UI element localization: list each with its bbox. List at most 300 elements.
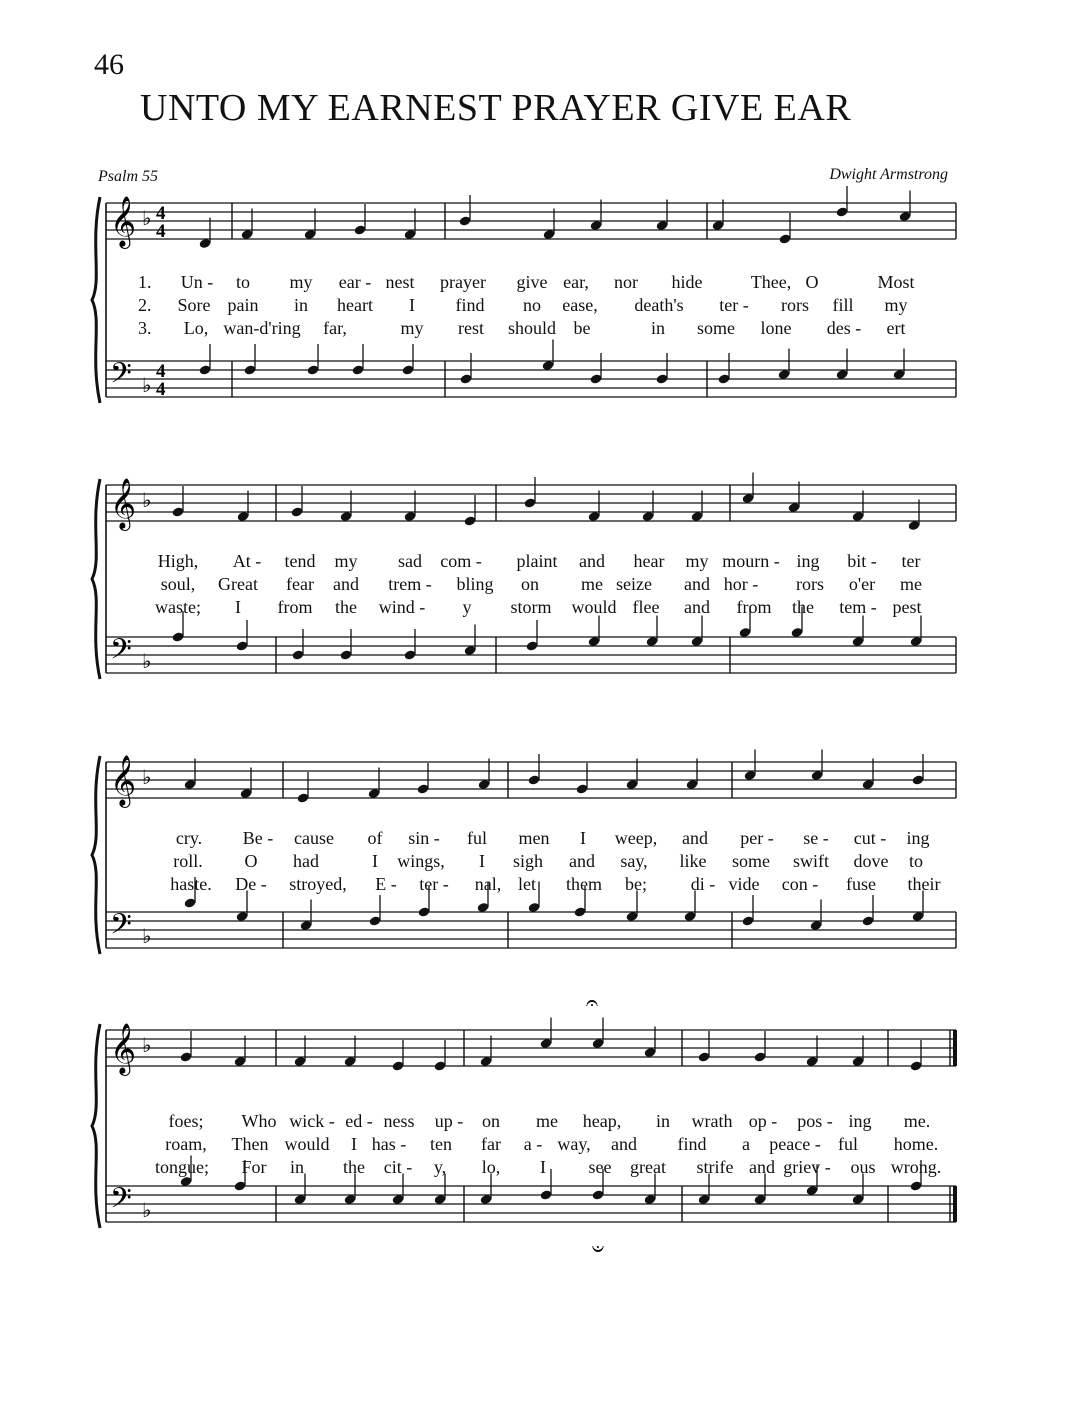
lyric-syllable: pain: [227, 295, 259, 315]
treble-note: [344, 1036, 357, 1068]
treble-note: [754, 1031, 767, 1063]
lyric-syllable: on: [521, 574, 539, 594]
lyric-syllable: ten: [430, 1134, 452, 1154]
bass-note: [300, 900, 313, 932]
lyric-syllable: my: [334, 551, 358, 571]
treble-note: [590, 200, 603, 232]
lyric-syllable: of: [367, 828, 383, 848]
lyric-syllable: ease,: [562, 295, 598, 315]
lyric-syllable: wrath: [691, 1111, 733, 1131]
bass-staff: [106, 912, 956, 948]
fermata-icon: 𝄐: [585, 990, 599, 1015]
treble-note: [744, 750, 757, 782]
lyric-syllable: to: [908, 851, 924, 871]
treble-note: [417, 763, 430, 795]
bass-note: [893, 349, 906, 381]
lyric-syllable: wick -: [289, 1111, 335, 1131]
score-system-3: [0, 732, 1088, 988]
treble-note: [459, 195, 472, 227]
lyric-syllable: the: [343, 1157, 365, 1177]
bass-note: [460, 353, 473, 385]
lyric-syllable: peace -: [769, 1134, 821, 1154]
lyric-syllable: home.: [893, 1134, 939, 1154]
lyric-syllable: waste;: [155, 597, 201, 617]
lyric-syllable: up -: [434, 1111, 464, 1131]
lyric-syllable: y: [462, 597, 472, 617]
bass-note: [292, 629, 305, 661]
lyric-syllable: fill: [832, 295, 854, 315]
lyric-syllable: lone: [760, 318, 792, 338]
lyric-syllable: strife: [696, 1157, 734, 1177]
lyric-syllable: ing: [796, 551, 820, 571]
treble-note: [304, 209, 317, 241]
lyric-syllable: a -: [523, 1134, 543, 1154]
lyric-syllable: far,: [323, 318, 347, 338]
lyric-syllable: Un -: [180, 272, 214, 292]
lyric-syllable: ing: [848, 1111, 872, 1131]
treble-note: [543, 209, 556, 241]
treble-note: [588, 491, 601, 523]
lyric-syllable: Who: [241, 1111, 277, 1131]
lyric-syllable: At -: [232, 551, 262, 571]
lyric-syllable: should: [507, 318, 557, 338]
lyric-syllable: far: [481, 1134, 501, 1154]
lyric-syllable: say,: [620, 851, 648, 871]
treble-note: [912, 754, 925, 786]
text-source-credit: Psalm 55: [98, 168, 158, 185]
treble-note: [528, 754, 541, 786]
lyric-syllable: and: [333, 574, 359, 594]
treble-note: [404, 491, 417, 523]
lyric-syllable: to: [235, 272, 251, 292]
lyric-syllable: the: [335, 597, 357, 617]
lyric-syllable: bit -: [847, 551, 877, 571]
lyric-syllable: foes;: [168, 1111, 204, 1131]
time-signature-digit: 4: [156, 379, 166, 400]
lyric-syllable: sin -: [408, 828, 440, 848]
lyric-syllable: des -: [826, 318, 862, 338]
bass-note: [369, 895, 382, 927]
lyric-syllable: rors: [796, 574, 824, 594]
treble-note: [392, 1040, 405, 1072]
lyric-syllable: com -: [440, 551, 482, 571]
score-system-1: [0, 173, 1088, 437]
lyric-syllable: be;: [625, 874, 647, 894]
bass-note: [588, 616, 601, 648]
lyric-syllable: wings,: [397, 851, 445, 871]
lyric-syllable: from: [736, 597, 772, 617]
lyric-syllable: vide: [728, 874, 760, 894]
bass-note: [340, 629, 353, 661]
lyric-syllable: in: [293, 295, 309, 315]
fermata-icon: 𝄑: [591, 1236, 605, 1261]
lyric-syllable: them: [566, 874, 602, 894]
lyric-syllable: De -: [235, 874, 267, 894]
treble-note: [434, 1040, 447, 1072]
lyric-syllable: o'er: [848, 574, 876, 594]
lyric-syllable: haste.: [170, 874, 212, 894]
system-brace: [92, 197, 100, 403]
lyric-syllable: ter: [901, 551, 921, 571]
lyric-syllable: wrong.: [890, 1157, 942, 1177]
hymn-title: UNTO MY EARNEST PRAYER GIVE EAR: [140, 87, 852, 129]
bass-note: [646, 616, 659, 648]
flat-icon: ♭: [142, 651, 152, 673]
lyric-syllable: my: [685, 551, 709, 571]
lyric-syllable: and: [684, 597, 710, 617]
verse-number: 1.: [138, 272, 152, 292]
lyric-syllable: rest: [458, 318, 484, 338]
lyric-syllable: find: [677, 1134, 707, 1154]
system-brace: [92, 1024, 100, 1228]
lyric-syllable: ful: [838, 1134, 858, 1154]
lyric-syllable: I: [540, 1157, 546, 1177]
lyric-syllable: ear -: [338, 272, 372, 292]
flat-icon: ♭: [142, 1035, 152, 1057]
lyric-syllable: ness: [383, 1111, 415, 1131]
lyric-syllable: E -: [375, 874, 397, 894]
lyric-syllable: Great: [218, 574, 258, 594]
lyric-syllable: and: [749, 1157, 775, 1177]
bass-note: [644, 1174, 657, 1206]
bass-staff: [106, 1186, 956, 1222]
lyric-syllable: di -: [690, 874, 716, 894]
treble-note: [862, 759, 875, 791]
treble-note: [691, 491, 704, 523]
lyric-syllable: heart: [337, 295, 373, 315]
lyric-syllable: had: [293, 851, 319, 871]
lyric-syllable: ert: [886, 318, 906, 338]
treble-clef-icon: 𝄞: [110, 755, 137, 806]
lyric-syllable: my: [289, 272, 313, 292]
lyric-syllable: ear,: [563, 272, 589, 292]
bass-note: [294, 1174, 307, 1206]
treble-note: [712, 200, 725, 232]
bass-note: [691, 616, 704, 648]
lyric-syllable: O: [805, 272, 819, 292]
bass-note: [626, 891, 639, 923]
lyric-syllable: fuse: [846, 874, 876, 894]
flat-icon: ♭: [142, 1200, 152, 1222]
lyric-syllable: lo,: [481, 1157, 501, 1177]
treble-note: [478, 759, 491, 791]
bass-note: [236, 891, 249, 923]
treble-note: [199, 218, 212, 250]
lyric-syllable: cause: [294, 828, 334, 848]
lyric-syllable: ter -: [719, 295, 749, 315]
lyric-syllable: heap,: [582, 1111, 622, 1131]
lyric-syllable: let: [518, 874, 536, 894]
treble-note: [644, 1027, 657, 1059]
treble-note: [899, 191, 912, 223]
lyric-syllable: wan-d'ring: [223, 318, 301, 338]
treble-staff: [106, 203, 956, 239]
lyric-syllable: fear: [286, 574, 314, 594]
bass-note: [912, 891, 925, 923]
lyric-syllable: se -: [803, 828, 829, 848]
bass-clef-icon: 𝄢: [110, 357, 132, 397]
lyric-syllable: pest: [892, 597, 922, 617]
treble-note: [234, 1036, 247, 1068]
lyric-syllable: a: [742, 1134, 750, 1154]
lyric-syllable: O: [244, 851, 258, 871]
lyric-syllable: prayer: [440, 272, 486, 292]
treble-note: [237, 491, 250, 523]
bass-staff: [106, 361, 956, 397]
lyric-syllable: griev -: [783, 1157, 831, 1177]
treble-note: [742, 473, 755, 505]
treble-note: [686, 759, 699, 791]
bass-note: [836, 349, 849, 381]
bass-note: [656, 353, 669, 385]
lyric-syllable: nal,: [474, 874, 502, 894]
lyric-syllable: and: [682, 828, 708, 848]
treble-note: [836, 186, 849, 218]
lyric-syllable: rors: [781, 295, 809, 315]
lyric-syllable: on: [482, 1111, 500, 1131]
verse-number: 3.: [138, 318, 152, 338]
lyric-syllable: swift: [793, 851, 829, 871]
lyric-syllable: death's: [634, 295, 684, 315]
lyric-syllable: sad: [398, 551, 422, 571]
bass-note: [307, 344, 320, 376]
lyric-syllable: like: [679, 851, 707, 871]
treble-note: [592, 1018, 605, 1050]
treble-note: [404, 209, 417, 241]
treble-note: [368, 768, 381, 800]
lyric-syllable: ful: [467, 828, 487, 848]
lyric-syllable: dove: [853, 851, 889, 871]
time-signature-digit: 4: [156, 361, 166, 382]
lyric-syllable: hear: [633, 551, 665, 571]
lyric-syllable: my: [400, 318, 424, 338]
lyric-syllable: way,: [557, 1134, 591, 1154]
lyric-syllable: their: [907, 874, 941, 894]
treble-note: [626, 759, 639, 791]
lyric-syllable: Sore: [177, 295, 211, 315]
lyric-syllable: some: [697, 318, 735, 338]
lyric-syllable: For: [241, 1157, 267, 1177]
bass-note: [464, 625, 477, 657]
flat-icon: ♭: [142, 375, 152, 397]
lyric-syllable: Most: [877, 272, 915, 292]
treble-note: [294, 1036, 307, 1068]
lyric-syllable: give: [516, 272, 548, 292]
lyric-syllable: I: [372, 851, 378, 871]
bass-note: [480, 1174, 493, 1206]
lyric-syllable: tend: [284, 551, 316, 571]
treble-note: [524, 477, 537, 509]
lyric-syllable: pos -: [797, 1111, 833, 1131]
lyric-syllable: cry.: [175, 828, 203, 848]
bass-note: [742, 895, 755, 927]
treble-note: [184, 759, 197, 791]
lyric-syllable: plaint: [516, 551, 558, 571]
lyric-syllable: me: [581, 574, 603, 594]
lyric-syllable: roll.: [173, 851, 203, 871]
lyric-syllable: no: [523, 295, 541, 315]
lyric-syllable: tem -: [839, 597, 877, 617]
flat-icon: ♭: [142, 767, 152, 789]
bass-note: [392, 1174, 405, 1206]
lyric-syllable: would: [571, 597, 617, 617]
bass-note: [404, 629, 417, 661]
lyric-syllable: seize: [616, 574, 652, 594]
flat-icon: ♭: [142, 208, 152, 230]
lyric-syllable: in: [650, 318, 666, 338]
bass-note: [862, 895, 875, 927]
lyric-syllable: great: [630, 1157, 666, 1177]
lyric-syllable: Lo,: [183, 318, 209, 338]
treble-note: [656, 200, 669, 232]
lyric-syllable: and: [684, 574, 710, 594]
bass-note: [434, 1174, 447, 1206]
bass-note: [718, 353, 731, 385]
lyric-syllable: be: [573, 318, 591, 338]
bass-note: [852, 1174, 865, 1206]
bass-note: [778, 349, 791, 381]
treble-clef-icon: 𝄞: [110, 1023, 137, 1074]
treble-note: [354, 204, 367, 236]
lyric-syllable: cit -: [383, 1157, 413, 1177]
lyric-syllable: per -: [740, 828, 774, 848]
treble-staff: [106, 1030, 956, 1066]
treble-note: [180, 1031, 193, 1063]
lyric-syllable: ed -: [345, 1111, 373, 1131]
lyric-syllable: find: [455, 295, 485, 315]
lyric-syllable: in: [655, 1111, 671, 1131]
lyric-syllable: and: [569, 851, 595, 871]
treble-note: [788, 482, 801, 514]
lyric-syllable: con -: [781, 874, 819, 894]
lyric-syllable: I: [479, 851, 485, 871]
treble-note: [241, 209, 254, 241]
lyric-syllable: tongue;: [155, 1157, 209, 1177]
lyric-syllable: the: [792, 597, 814, 617]
lyric-syllable: soul,: [160, 574, 196, 594]
system-brace: [92, 756, 100, 954]
bass-note: [852, 616, 865, 648]
bass-note: [344, 1174, 357, 1206]
lyric-syllable: Then: [231, 1134, 269, 1154]
bass-note: [910, 616, 923, 648]
lyric-syllable: High,: [157, 551, 199, 571]
lyric-syllable: see: [588, 1157, 612, 1177]
treble-clef-icon: 𝄞: [110, 478, 137, 529]
treble-clef-icon: 𝄞: [110, 196, 137, 247]
lyric-syllable: would: [284, 1134, 330, 1154]
lyric-syllable: mourn -: [722, 551, 780, 571]
lyric-syllable: trem -: [388, 574, 432, 594]
lyric-syllable: op -: [748, 1111, 778, 1131]
treble-note: [642, 491, 655, 523]
lyric-syllable: weep,: [614, 828, 658, 848]
lyric-syllable: sigh: [512, 851, 544, 871]
lyric-syllable: me.: [903, 1111, 931, 1131]
lyric-syllable: wind -: [378, 597, 426, 617]
lyric-syllable: I: [409, 295, 415, 315]
lyric-syllable: Be -: [242, 828, 274, 848]
bass-clef-icon: 𝄢: [110, 633, 132, 673]
lyric-syllable: me: [536, 1111, 558, 1131]
lyric-syllable: ter -: [419, 874, 449, 894]
flat-icon: ♭: [142, 490, 152, 512]
treble-note: [297, 772, 310, 804]
treble-note: [779, 213, 792, 245]
bass-note: [352, 344, 365, 376]
lyric-syllable: bling: [456, 574, 494, 594]
lyric-syllable: storm: [510, 597, 552, 617]
bass-note: [590, 353, 603, 385]
verse-number: 2.: [138, 295, 152, 315]
bass-note: [402, 344, 415, 376]
bass-note: [244, 344, 257, 376]
lyric-syllable: flee: [632, 597, 660, 617]
lyric-syllable: has -: [371, 1134, 407, 1154]
treble-note: [340, 491, 353, 523]
treble-note: [172, 486, 185, 518]
treble-note: [464, 495, 477, 527]
treble-note: [806, 1036, 819, 1068]
lyric-syllable: hide: [671, 272, 703, 292]
lyric-syllable: ing: [906, 828, 930, 848]
lyric-syllable: some: [732, 851, 770, 871]
lyric-syllable: stroyed,: [289, 874, 347, 894]
lyric-syllable: I: [580, 828, 586, 848]
bass-clef-icon: 𝄢: [110, 908, 132, 948]
treble-note: [852, 491, 865, 523]
treble-note: [852, 1036, 865, 1068]
time-signature-digit: 4: [156, 203, 166, 224]
lyric-syllable: hor -: [723, 574, 759, 594]
treble-note: [908, 500, 921, 532]
lyric-syllable: and: [611, 1134, 637, 1154]
lyric-syllable: roam,: [165, 1134, 207, 1154]
lyric-syllable: I: [351, 1134, 357, 1154]
page-number: 46: [94, 48, 124, 81]
bass-note: [754, 1174, 767, 1206]
bass-note: [236, 620, 249, 652]
time-signature-digit: 4: [156, 221, 166, 242]
bass-note: [684, 891, 697, 923]
lyric-syllable: me: [900, 574, 922, 594]
system-brace: [92, 479, 100, 679]
treble-note: [291, 486, 304, 518]
treble-note: [910, 1040, 923, 1072]
lyric-syllable: y,: [433, 1157, 447, 1177]
treble-note: [480, 1036, 493, 1068]
lyric-syllable: Thee,: [750, 272, 792, 292]
bass-note: [698, 1174, 711, 1206]
bass-note: [526, 620, 539, 652]
flat-icon: ♭: [142, 926, 152, 948]
lyric-syllable: ous: [850, 1157, 876, 1177]
lyric-syllable: I: [235, 597, 241, 617]
treble-note: [540, 1018, 553, 1050]
lyric-syllable: and: [579, 551, 605, 571]
bass-clef-icon: 𝄢: [110, 1182, 132, 1222]
bass-note: [542, 340, 555, 372]
treble-note: [698, 1031, 711, 1063]
lyric-syllable: my: [884, 295, 908, 315]
bass-note: [810, 900, 823, 932]
treble-note: [576, 763, 589, 795]
lyric-syllable: in: [289, 1157, 305, 1177]
lyric-syllable: nest: [385, 272, 415, 292]
lyric-syllable: men: [518, 828, 550, 848]
bass-note: [199, 344, 212, 376]
treble-note: [811, 750, 824, 782]
